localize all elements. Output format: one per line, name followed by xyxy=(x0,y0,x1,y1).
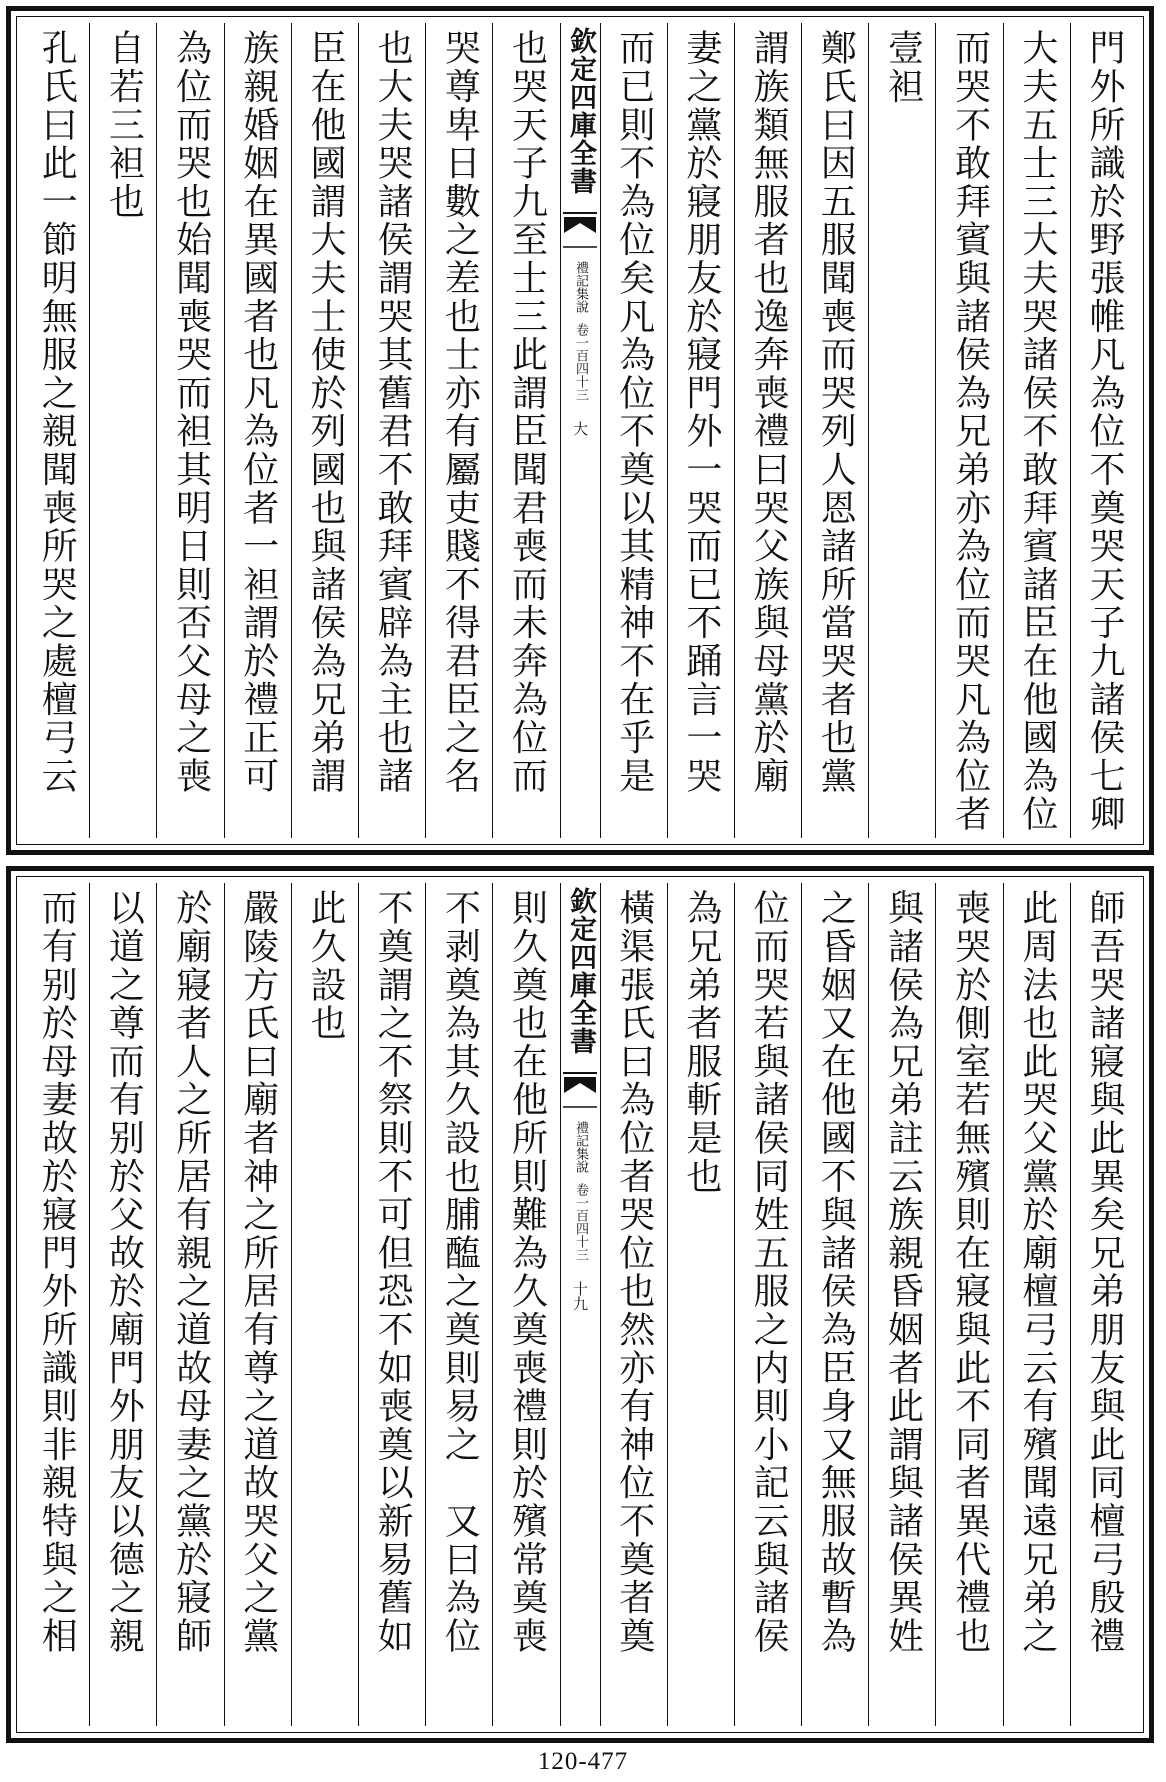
top-page-panel xyxy=(6,6,1154,855)
text-column: 而哭不敢拜賓與諸侯為兄弟亦為位而哭凡為位者 xyxy=(935,23,1002,838)
text-column: 為兄弟者服斬是也 xyxy=(667,883,734,1726)
fish-tail-mark-icon xyxy=(563,211,597,251)
book-series-title: 欽定四庫全書 xyxy=(565,887,596,1055)
text-column: 此久設也 xyxy=(291,883,358,1726)
fish-tail-mark-icon xyxy=(563,1071,597,1111)
bottom-page-panel xyxy=(6,866,1154,1743)
text-column: 不剥奠為其久設也脯醢之奠則易之 又曰為位 xyxy=(425,883,492,1726)
text-column: 也大夫哭諸侯謂哭其舊君不敢拜賓辟為主也諸 xyxy=(358,23,425,838)
text-column: 而有别於母妻故於寢門外所識則非親特與之相 xyxy=(36,889,78,1655)
text-column: 妻之黨於寢朋友於寢門外一哭而已不踊言一哭 xyxy=(667,23,734,838)
bottom-text-columns xyxy=(23,883,1137,1726)
text-column: 與諸侯為兄弟註云族親昏姻者此謂與諸侯異姓 xyxy=(868,883,935,1726)
text-column: 於廟寢者人之所居有親之道故母妻之黨於寢師 xyxy=(156,883,223,1726)
leaf-number: 大 xyxy=(571,421,589,436)
volume-label: 卷一百四十三 xyxy=(573,323,588,401)
text-column: 大夫五士三大夫哭諸侯不敢拜賓諸臣在他國為位 xyxy=(1003,23,1070,838)
text-column: 鄭氏曰因五服聞喪而哭列人恩諸所當哭者也黨 xyxy=(801,23,868,838)
text-column: 壹袒 xyxy=(868,23,935,838)
text-column: 自若三袒也 xyxy=(89,23,156,838)
book-series-title: 欽定四庫全書 xyxy=(565,27,596,195)
text-column: 不奠謂之不祭則不可但恐不如喪奠以新易舊如 xyxy=(358,883,425,1726)
book-name: 禮記集說 xyxy=(573,261,588,313)
volume-label: 卷一百四十三 xyxy=(573,1183,588,1261)
text-column: 也哭天子九至士三此謂臣聞君喪而未奔為位而 xyxy=(492,23,559,838)
text-column: 孔氏曰此一節明無服之親聞喪所哭之處檀弓云 xyxy=(36,29,78,795)
text-column: 之昏姻又在他國不與諸侯為臣身又無服故暫為 xyxy=(801,883,868,1726)
text-column: 橫渠張氏曰為位者哭位也然亦有神位不奠者奠 xyxy=(600,883,667,1726)
text-column: 以道之尊而有别於父故於廟門外朋友以德之親 xyxy=(89,883,156,1726)
center-header-column xyxy=(560,23,600,838)
text-column: 族親婚姻在異國者也凡為位者一袒謂於禮正可 xyxy=(224,23,291,838)
text-column: 此周法也此哭父黨於廟檀弓云有殯聞遠兄弟之 xyxy=(1003,883,1070,1726)
leaf-number: 十九 xyxy=(571,1281,589,1311)
text-column: 為位而哭也始聞喪哭而袒其明日則否父母之喪 xyxy=(156,23,223,838)
text-column: 師吾哭諸寢與此異矣兄弟朋友與此同檀弓殷禮 xyxy=(1070,883,1137,1726)
page-number-footer: 120-477 xyxy=(537,1748,629,1775)
text-column: 哭尊卑日數之差也士亦有屬吏賤不得君臣之名 xyxy=(425,23,492,838)
text-column: 門外所識於野張帷凡為位不奠哭天子九諸侯七卿 xyxy=(1070,23,1137,838)
text-column: 臣在他國謂大夫士使於列國也與諸侯為兄弟謂 xyxy=(291,23,358,838)
text-column: 則久奠也在他所則難為久奠喪禮則於殯常奠喪 xyxy=(492,883,559,1726)
book-name: 禮記集說 xyxy=(573,1121,588,1173)
text-column: 而已則不為位矣凡為位不奠以其精神不在乎是 xyxy=(600,23,667,838)
top-text-columns xyxy=(23,23,1137,838)
text-column: 位而哭若與諸侯同姓五服之内則小記云與諸侯 xyxy=(734,883,801,1726)
text-column: 謂族類無服者也逸奔喪禮曰哭父族與母黨於廟 xyxy=(734,23,801,838)
center-header-column xyxy=(560,883,600,1726)
text-column: 嚴陵方氏曰廟者神之所居有尊之道故哭父之黨 xyxy=(224,883,291,1726)
text-column: 喪哭於側室若無殯則在寢與此不同者異代禮也 xyxy=(935,883,1002,1726)
